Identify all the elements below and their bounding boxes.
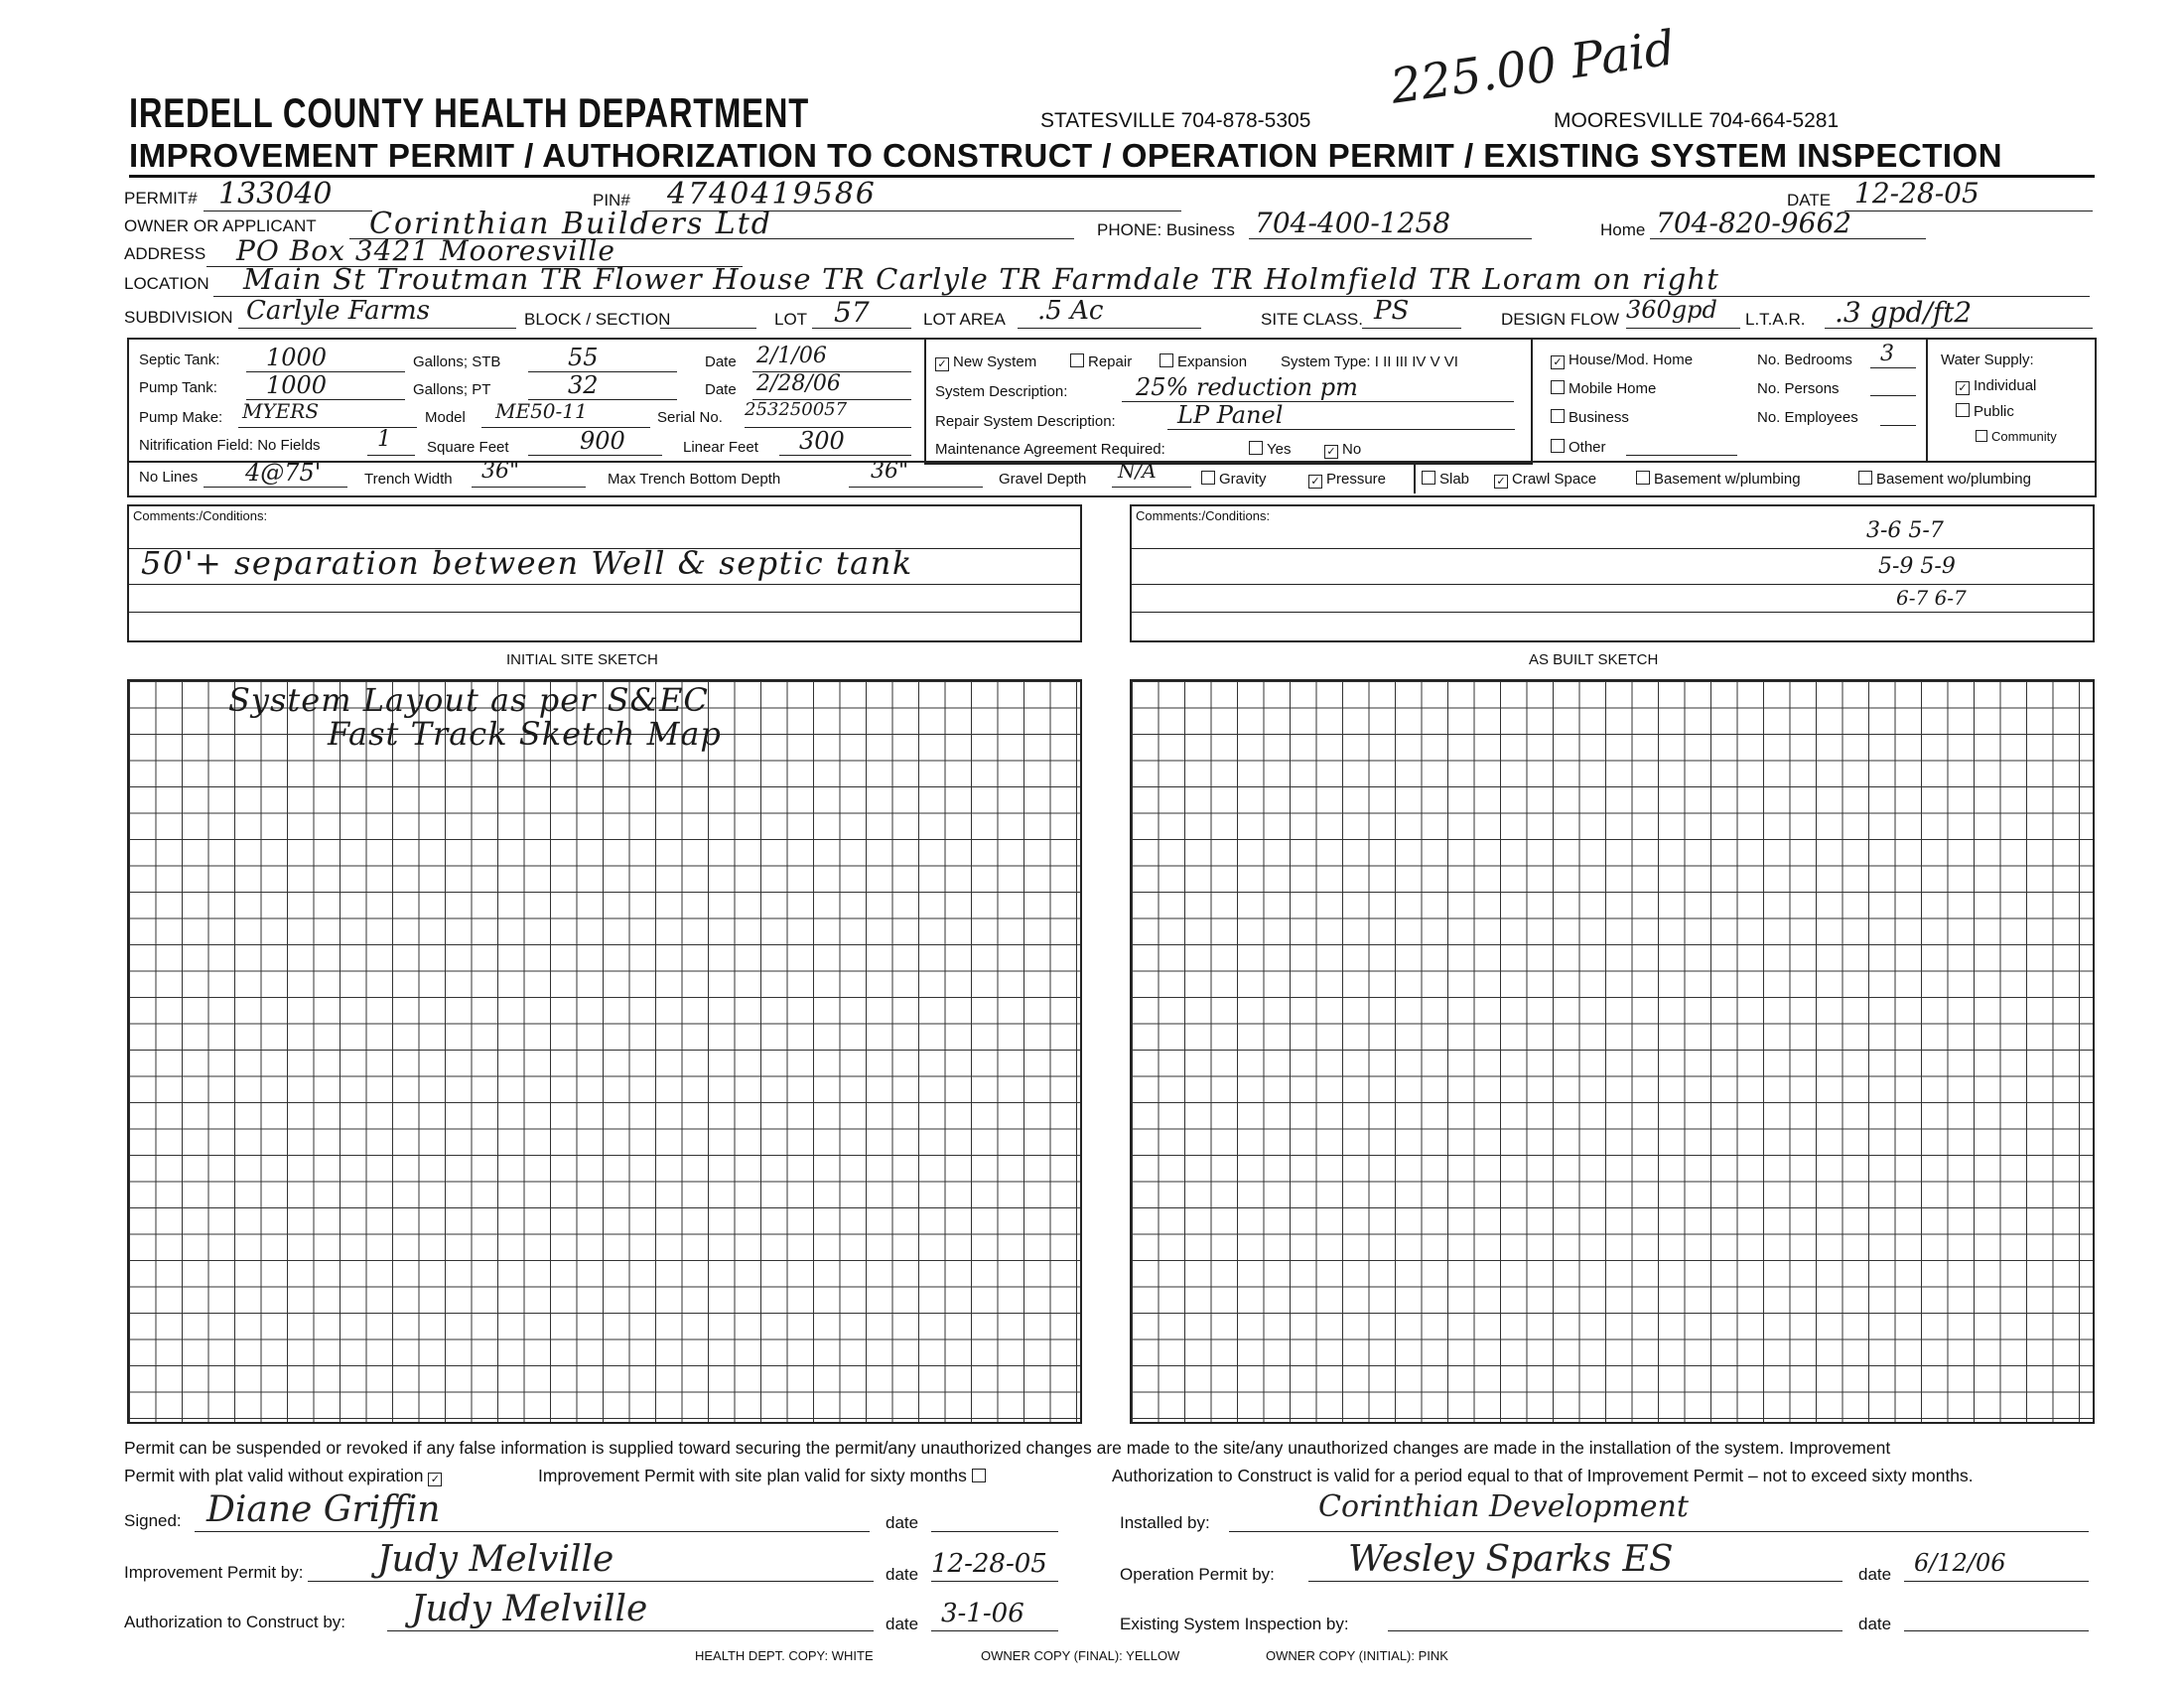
bedrooms-label: No. Bedrooms [1757, 352, 1852, 368]
mobile-label: Mobile Home [1569, 380, 1657, 397]
expansion-option[interactable] [1160, 353, 1247, 370]
maintenance-yes-option[interactable] [1249, 441, 1291, 458]
stb-field[interactable] [528, 344, 677, 372]
persons-field[interactable] [1870, 373, 1916, 396]
square-feet-label: Square Feet [427, 439, 509, 456]
existing-date-label: date [1858, 1615, 1892, 1633]
subdivision-field[interactable] [238, 296, 516, 329]
maintenance-no-label: No [1342, 441, 1362, 458]
plat-notice-label: Permit with plat valid without expiration [124, 1466, 424, 1485]
site-plan-notice [538, 1466, 990, 1486]
basement-w-checkbox[interactable] [1636, 471, 1650, 485]
public-option[interactable] [1956, 403, 2014, 420]
individual-label: Individual [1974, 377, 2037, 394]
right-comments-line-1: 3-6 5-7 [1866, 518, 1944, 543]
block-section-field[interactable] [660, 296, 756, 329]
individual-checkbox[interactable]: ✓ [1956, 381, 1970, 395]
right-comments-line-3: 6-7 6-7 [1896, 586, 1967, 610]
community-option[interactable] [1976, 429, 2057, 444]
employees-label: No. Employees [1757, 409, 1858, 426]
septic-date-field[interactable] [752, 344, 911, 372]
improvement-date-field[interactable] [931, 1549, 1058, 1582]
authorization-notice: Authorization to Construct is valid for a period equal to that of Improvement Permit – not to exceed sixty months. [1112, 1466, 1974, 1485]
authorization-label: Authorization to Construct by: [124, 1613, 346, 1631]
improvement-date-value: 12-28-05 [931, 1549, 1047, 1579]
community-label: Community [1991, 429, 2057, 444]
pt-value: 32 [568, 371, 599, 399]
slab-option[interactable] [1422, 471, 1469, 488]
house-checkbox[interactable]: ✓ [1551, 355, 1565, 369]
location-label: LOCATION [124, 274, 209, 293]
repair-desc-label: Repair System Description: [935, 413, 1116, 430]
linear-feet-value: 300 [799, 427, 845, 455]
installed-signature: Corinthian Development [1318, 1489, 1689, 1524]
stb-value: 55 [568, 344, 599, 371]
maintenance-yes-checkbox[interactable] [1249, 441, 1263, 455]
right-comments-label: Comments:/Conditions: [1136, 508, 1271, 523]
location-value: Main St Troutman TR Flower House TR Carlyle TR Farmdale TR Holmfield TR Loram on right [243, 262, 1720, 296]
site-class-value: PS [1374, 296, 1410, 326]
design-flow-value: 360gpd [1626, 296, 1717, 324]
operation-field[interactable] [1308, 1539, 1843, 1582]
new-system-label: New System [953, 353, 1037, 370]
statesville-phone: STATESVILLE 704-878-5305 [1040, 109, 1311, 132]
system-divider [127, 461, 2095, 463]
pressure-checkbox[interactable]: ✓ [1308, 475, 1322, 489]
septic-date-value: 2/1/06 [756, 344, 827, 368]
system-desc-field[interactable] [1122, 373, 1514, 402]
left-comments-text: 50'+ separation between Well & septic tank [141, 544, 913, 582]
date-label: DATE [1787, 191, 1832, 210]
design-flow-label: DESIGN FLOW [1501, 310, 1620, 329]
expansion-label: Expansion [1177, 353, 1248, 370]
other-field[interactable] [1626, 435, 1737, 456]
septic-tank-value: 1000 [266, 344, 328, 371]
as-built-sketch-label: AS BUILT SKETCH [1529, 651, 1659, 668]
basement-wo-option[interactable] [1858, 471, 2031, 488]
no-lines-field[interactable] [204, 459, 347, 488]
initial-sketch-line-1: System Layout as per S&EC [228, 681, 709, 719]
gravity-option[interactable] [1201, 471, 1267, 488]
maintenance-label: Maintenance Agreement Required: [935, 441, 1165, 458]
operation-label: Operation Permit by: [1120, 1565, 1275, 1584]
no-lines-label: No Lines [139, 469, 199, 486]
new-system-checkbox[interactable]: ✓ [935, 357, 949, 371]
operation-signature: Wesley Sparks ES [1348, 1539, 1674, 1580]
gravel-depth-label: Gravel Depth [999, 471, 1087, 488]
public-label: Public [1974, 403, 2014, 420]
maintenance-no-checkbox[interactable]: ✓ [1324, 445, 1338, 459]
lot-area-value: .5 Ac [1037, 296, 1104, 326]
model-value: ME50-11 [495, 399, 588, 423]
address-label: ADDRESS [124, 244, 206, 263]
ltar-label: L.T.A.R. [1745, 310, 1806, 329]
subdivision-value: Carlyle Farms [246, 296, 430, 326]
basement-w-label: Basement w/plumbing [1654, 471, 1801, 488]
signed-field[interactable] [195, 1489, 870, 1532]
plat-checkbox[interactable]: ✓ [428, 1473, 442, 1486]
other-option[interactable] [1551, 439, 1606, 456]
home-phone-field[interactable] [1650, 207, 1926, 239]
authorization-date-label: date [886, 1615, 919, 1633]
crawl-checkbox[interactable]: ✓ [1494, 475, 1508, 489]
signed-date-field[interactable] [931, 1501, 1058, 1532]
bedrooms-value: 3 [1880, 342, 1894, 366]
copy-pink: OWNER COPY (INITIAL): PINK [1266, 1648, 1448, 1663]
home-phone-label: Home [1600, 220, 1646, 239]
linear-feet-label: Linear Feet [683, 439, 758, 456]
business-option[interactable] [1551, 409, 1629, 426]
ltar-value: .3 gpd/ft2 [1835, 296, 1973, 329]
pin-value: 4740419586 [667, 177, 877, 211]
pump-make-field[interactable] [238, 399, 417, 428]
installed-field[interactable] [1229, 1489, 2089, 1532]
right-comments-line-2: 5-9 5-9 [1878, 554, 1956, 579]
public-checkbox[interactable] [1956, 403, 1970, 417]
repair-desc-value: LP Panel [1177, 401, 1284, 429]
copy-yellow: OWNER COPY (FINAL): YELLOW [981, 1648, 1180, 1663]
authorization-date-value: 3-1-06 [941, 1599, 1024, 1628]
address-value: PO Box 3421 Mooresville [236, 234, 615, 267]
new-system-option[interactable] [935, 353, 1036, 371]
plat-notice [124, 1466, 446, 1486]
house-label: House/Mod. Home [1569, 352, 1694, 368]
signed-label: Signed: [124, 1511, 182, 1530]
system-desc-label: System Description: [935, 383, 1068, 400]
house-option[interactable] [1551, 352, 1693, 369]
nitrification-label: Nitrification Field: No Fields [139, 437, 321, 454]
copy-white: HEALTH DEPT. COPY: WHITE [695, 1648, 874, 1663]
fields-field[interactable] [367, 427, 415, 456]
system-type-label: System Type: I II III IV V VI [1281, 353, 1458, 370]
home-phone-value: 704-820-9662 [1656, 207, 1852, 239]
permit-label: PERMIT# [124, 189, 198, 208]
site-plan-notice-label: Improvement Permit with site plan valid for sixty months [538, 1466, 967, 1485]
right-comments-box [1130, 504, 2095, 642]
foundation-divider [1414, 461, 1416, 493]
repair-option[interactable] [1070, 353, 1132, 370]
slab-checkbox[interactable] [1422, 471, 1435, 485]
mobile-option[interactable] [1551, 380, 1656, 397]
improvement-date-label: date [886, 1565, 919, 1584]
left-comments-label: Comments:/Conditions: [133, 508, 268, 523]
trench-width-label: Trench Width [364, 471, 453, 488]
pump-make-value: MYERS [242, 399, 320, 423]
pressure-option[interactable] [1308, 471, 1386, 489]
repair-label: Repair [1088, 353, 1133, 370]
slab-label: Slab [1439, 471, 1470, 488]
permit-value: 133040 [218, 177, 333, 211]
authorization-signature: Judy Melville [411, 1589, 648, 1629]
trench-width-value: 36" [481, 459, 520, 484]
initial-site-sketch-grid[interactable] [127, 679, 1082, 1424]
individual-option[interactable] [1956, 377, 2036, 395]
crawl-option[interactable] [1494, 471, 1596, 489]
serial-label: Serial No. [657, 409, 723, 426]
pin-label: PIN# [593, 191, 630, 210]
gallons-stb-label: Gallons; STB [413, 353, 501, 370]
installed-label: Installed by: [1120, 1513, 1210, 1532]
signed-date-label: date [886, 1513, 919, 1532]
authorization-field[interactable] [387, 1589, 874, 1631]
crawl-label: Crawl Space [1512, 471, 1597, 488]
business-checkbox[interactable] [1551, 409, 1565, 423]
model-field[interactable] [481, 399, 650, 428]
gravel-depth-field[interactable] [1112, 459, 1191, 488]
pump-make-label: Pump Make: [139, 409, 223, 426]
lot-label: LOT [774, 310, 808, 329]
form-subtitle: IMPROVEMENT PERMIT / AUTHORIZATION TO CONSTRUCT / OPERATION PERMIT / EXISTING SYSTEM INSPECTION [129, 137, 2003, 174]
linear-feet-field[interactable] [779, 427, 911, 456]
pump-date-label: Date [705, 381, 737, 398]
model-label: Model [425, 409, 466, 426]
no-lines-value: 4@75' [245, 459, 322, 487]
pump-tank-field[interactable] [246, 371, 405, 400]
max-trench-value: 36" [871, 459, 909, 484]
existing-inspection-field[interactable] [1388, 1601, 1843, 1631]
lot-area-field[interactable] [1018, 296, 1201, 329]
gravel-depth-value: N/A [1118, 459, 1157, 483]
operation-date-field[interactable] [1904, 1549, 2089, 1582]
authorization-date-field[interactable] [931, 1599, 1058, 1631]
bedrooms-field[interactable] [1870, 342, 1916, 368]
maintenance-yes-label: Yes [1267, 441, 1292, 458]
gallons-pt-label: Gallons; PT [413, 381, 491, 398]
basement-w-option[interactable] [1636, 471, 1801, 488]
other-label: Other [1569, 439, 1606, 456]
serial-value: 253250057 [745, 399, 848, 420]
gravity-checkbox[interactable] [1201, 471, 1215, 485]
mooresville-phone: MOORESVILLE 704-664-5281 [1554, 109, 1840, 132]
department-title: IREDELL COUNTY HEALTH DEPARTMENT [129, 89, 810, 136]
existing-inspection-label: Existing System Inspection by: [1120, 1615, 1349, 1633]
existing-date-field[interactable] [1904, 1601, 2089, 1631]
repair-checkbox[interactable] [1070, 353, 1084, 367]
signed-signature: Diane Griffin [206, 1489, 441, 1530]
block-section-label: BLOCK / SECTION [524, 310, 671, 329]
repair-desc-field[interactable] [1167, 401, 1515, 430]
septic-tank-field[interactable] [246, 344, 405, 372]
lot-area-label: LOT AREA [923, 310, 1006, 329]
septic-date-label: Date [705, 353, 737, 370]
owner-label: OWNER OR APPLICANT [124, 216, 317, 235]
pt-field[interactable] [528, 371, 677, 400]
expansion-checkbox[interactable] [1160, 353, 1173, 367]
lot-value: 57 [834, 296, 870, 329]
max-trench-label: Max Trench Bottom Depth [608, 471, 781, 488]
initial-sketch-line-2: Fast Track Sketch Map [328, 715, 722, 753]
lot-field[interactable] [812, 296, 911, 329]
operation-date-value: 6/12/06 [1914, 1549, 2006, 1577]
ltar-field[interactable] [1825, 296, 2093, 329]
initial-sketch-label: INITIAL SITE SKETCH [506, 651, 658, 668]
septic-tank-label: Septic Tank: [139, 352, 220, 368]
serial-field[interactable] [745, 399, 911, 428]
paid-annotation: 225.00 Paid [1387, 20, 1679, 115]
pump-date-value: 2/28/06 [756, 371, 841, 396]
notice-line-1: Permit can be suspended or revoked if any false information is supplied toward securing the permit/any unauthorized changes are made to the site/any unauthorized changes are made in the installation of the system. Improvement [124, 1438, 1891, 1458]
owner-value: Corinthian Builders Ltd [369, 207, 772, 241]
system-desc-value: 25% reduction pm [1136, 373, 1358, 401]
design-flow-field[interactable] [1626, 296, 1740, 329]
improvement-label: Improvement Permit by: [124, 1563, 304, 1582]
business-phone-field[interactable] [1249, 207, 1532, 239]
square-feet-field[interactable] [528, 427, 662, 456]
other-checkbox[interactable] [1551, 439, 1565, 453]
site-plan-checkbox[interactable] [972, 1469, 986, 1482]
subdivision-label: SUBDIVISION [124, 308, 233, 327]
basement-wo-label: Basement wo/plumbing [1876, 471, 2031, 488]
as-built-sketch-grid[interactable] [1130, 679, 2095, 1424]
pump-tank-label: Pump Tank: [139, 379, 217, 396]
business-label: Business [1569, 409, 1629, 426]
square-feet-value: 900 [580, 427, 625, 455]
operation-date-label: date [1858, 1565, 1892, 1584]
persons-label: No. Persons [1757, 380, 1840, 397]
pump-date-field[interactable] [752, 371, 911, 400]
basement-wo-checkbox[interactable] [1858, 471, 1872, 485]
max-trench-field[interactable] [849, 459, 983, 488]
fields-value: 1 [377, 427, 391, 452]
business-phone-label: PHONE: Business [1097, 220, 1235, 239]
business-phone-value: 704-400-1258 [1255, 207, 1451, 239]
permit-field[interactable] [204, 177, 372, 211]
community-checkbox[interactable] [1976, 430, 1987, 442]
site-class-field[interactable] [1362, 296, 1461, 329]
site-class-label: SITE CLASS. [1261, 310, 1363, 329]
pump-tank-value: 1000 [266, 371, 328, 399]
date-value: 12-28-05 [1854, 177, 1979, 210]
water-supply-label: Water Supply: [1941, 352, 2034, 368]
gravity-label: Gravity [1219, 471, 1267, 488]
left-comments-box [127, 504, 1082, 642]
location-field[interactable] [213, 262, 2090, 297]
trench-width-field[interactable] [472, 459, 586, 488]
pressure-label: Pressure [1326, 471, 1387, 488]
maintenance-no-option[interactable] [1324, 441, 1361, 459]
improvement-field[interactable] [308, 1539, 874, 1582]
improvement-signature: Judy Melville [377, 1539, 614, 1580]
employees-field[interactable] [1880, 403, 1916, 426]
mobile-checkbox[interactable] [1551, 380, 1565, 394]
